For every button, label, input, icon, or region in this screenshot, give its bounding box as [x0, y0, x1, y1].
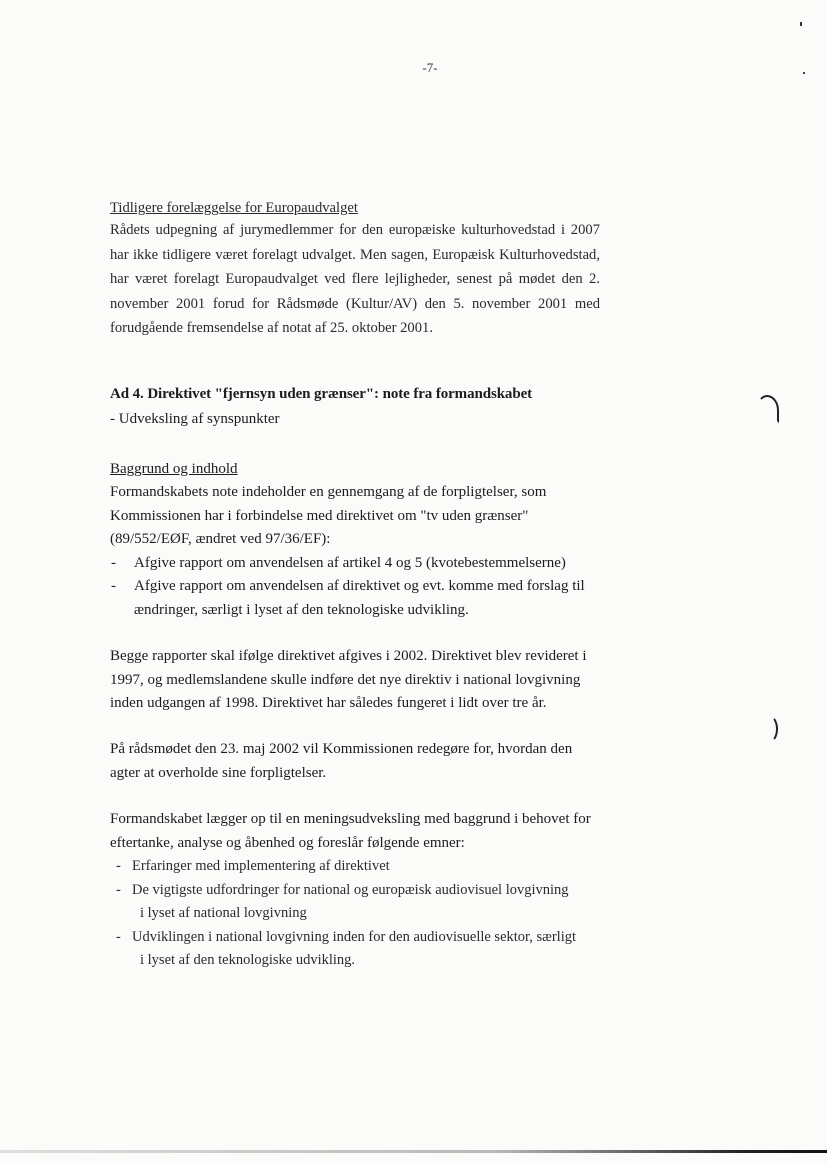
background-title: Baggrund og indhold	[110, 461, 238, 477]
punch-hole-mark-bottom	[760, 715, 778, 743]
agenda-heading: Ad 4. Direktivet "fjernsyn uden grænser": note fra formandskabet	[110, 386, 533, 402]
paragraph-presidency: Formandskabet lægger op til en meningsudveksling med baggrund i behovet for eftertanke, analyse og åbenhed og foreslår følgende emner:	[110, 811, 591, 851]
section-body: Rådets udpegning af jurymedlemmer for den europæiske kulturhovedstad i 2007 har ikke tidligere været forelagt udvalget. Men sagen, Europæisk Kulturhovedstad, har været forelagt Europaudvalget ved flere lejligheder, senest på mødet den 2. november 2001 forud for Rådsmøde (Kultur/AV) den 5. november 2001 med forudgående fremsendelse af notat af 25. oktober 2001.	[110, 222, 600, 336]
paragraph-reports: Begge rapporter skal ifølge direktivet afgives i 2002. Direktivet blev revideret i 1997, og medlemslandene skulle indføre det nye direktiv i national lovgivning inden udgangen af 1998. Direktivet har således fungeret i lidt over tre år.	[110, 648, 587, 711]
section-topics	[110, 808, 600, 973]
list-item: - Erfaringer med implementering af direktivet	[110, 855, 600, 879]
punch-hole-mark-top	[757, 395, 779, 423]
scan-mark	[800, 22, 802, 26]
list-item: - Afgive rapport om anvendelsen af direktivet og evt. komme med forslag til ændringer, særligt i lyset af den teknologiske udvikling.	[110, 575, 600, 622]
page-number: -7-	[422, 60, 438, 75]
list-item: - Afgive rapport om anvendelsen af artikel 4 og 5 (kvotebestemmelserne)	[110, 552, 600, 576]
background-intro: Formandskabets note indeholder en gennemgang af de forpligtelser, som Kommissionen har i forbindelse med direktivet om "tv uden grænser" (89/552/EØF, ændret ved 97/36/EF):	[110, 484, 547, 547]
scan-edge-line	[0, 1150, 827, 1153]
scan-mark	[803, 72, 805, 74]
section-previous-submission	[110, 198, 600, 341]
section-title: Tidligere forelæggelse for Europaudvalget	[110, 200, 358, 216]
obligations-list	[110, 552, 600, 623]
paragraph-council-meeting: På rådsmødet den 23. maj 2002 vil Kommissionen redegøre for, hvordan den agter at overholde sine forpligtelser.	[110, 741, 573, 781]
topics-list	[110, 855, 600, 973]
list-item: - De vigtigste udfordringer for national og europæisk audiovisuel lovgivning i lyset af national lovgivning	[110, 879, 600, 926]
section-background	[110, 457, 600, 622]
list-item: - Udviklingen i national lovgivning inden for den audiovisuelle sektor, særligt i lyset af den teknologiske udvikling.	[110, 926, 600, 973]
agenda-subheading: - Udveksling af synspunkter	[110, 411, 280, 427]
